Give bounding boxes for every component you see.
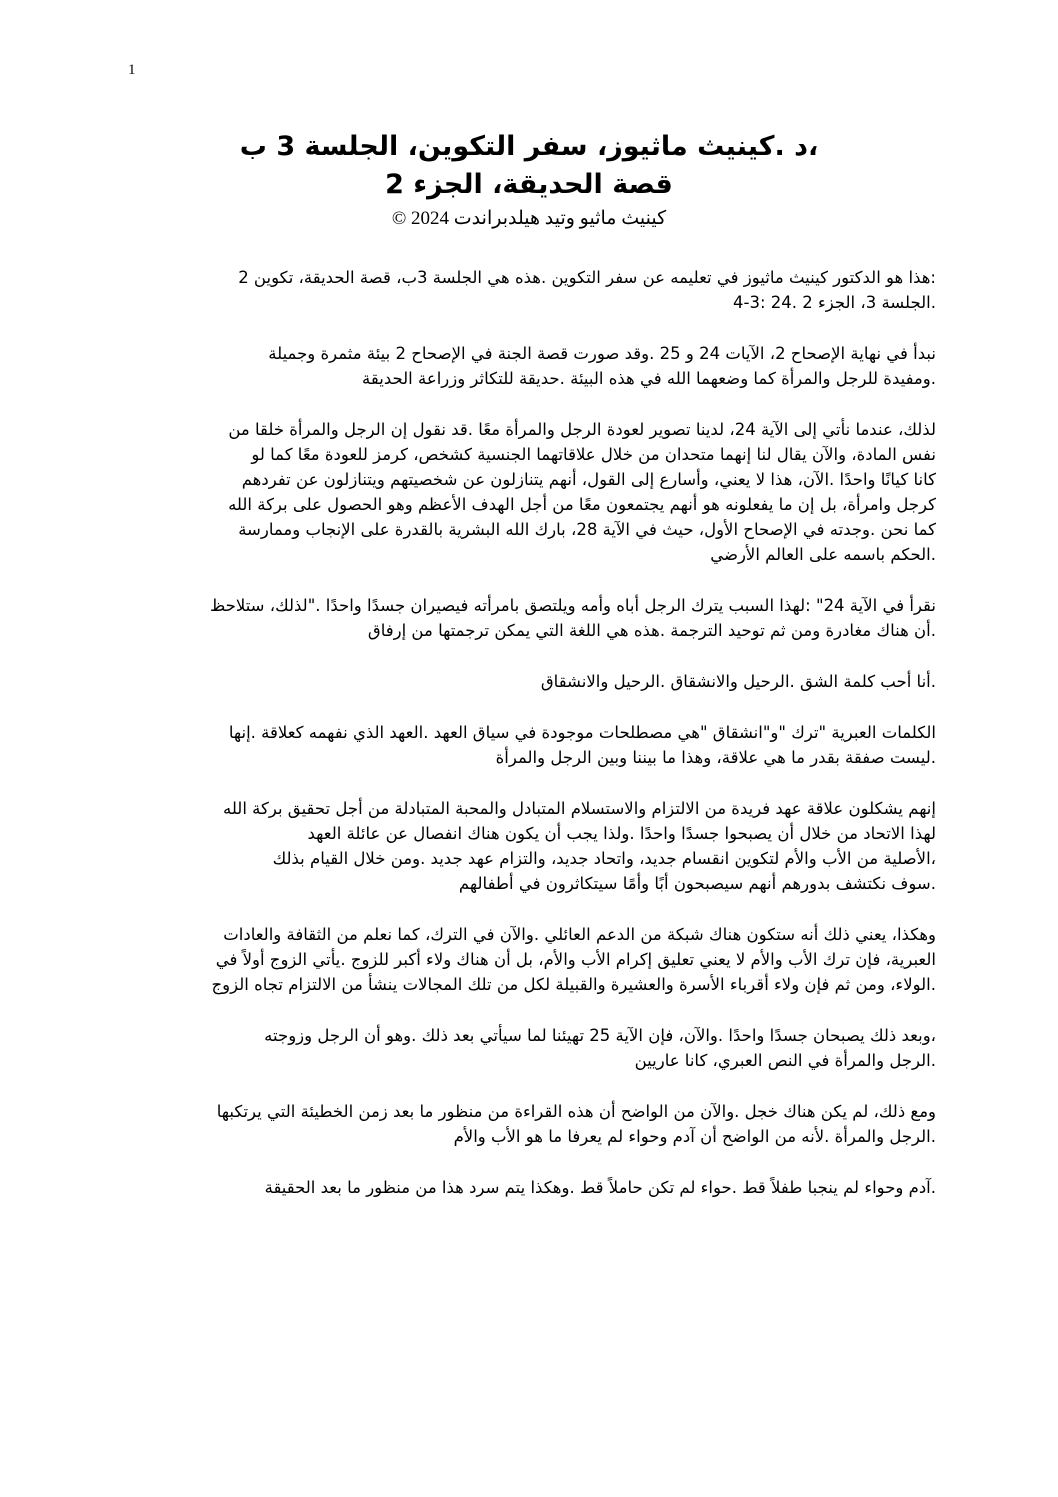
page-number: 1 bbox=[128, 62, 136, 78]
paragraph bbox=[128, 1099, 936, 1149]
text-line: .الرجل والمرأة في النص العبري، كانا عاريين bbox=[634, 1051, 936, 1070]
text-line: :هذا هو الدكتور كينيث ماثيوز في تعليمه عن سفر التكوين .هذه هي الجلسة 3ب، قصة الحديقة، تكوين 2 bbox=[238, 268, 936, 287]
text-line: .آدم وحواء لم ينجبا طفلاً قط .حواء لم تكن حاملاً قط .وهكذا يتم سرد هذا من منظور ما بعد الحقيقة bbox=[264, 1178, 936, 1197]
paragraph bbox=[128, 1175, 936, 1200]
text-line: نبدأ في نهاية الإصحاح 2، الآيات 24 و 25 .وقد صورت قصة الجنة في الإصحاح 2 بيئة مثمرة وجميلة bbox=[268, 344, 936, 363]
text-line: لهذا الاتحاد من خلال أن يصبحوا جسدًا واحدًا .ولذا يجب أن يكون هناك انفصال عن عائلة العهد bbox=[307, 824, 936, 843]
text-line: نقرأ في الآية 24" :لهذا السبب يترك الرجل أباه وأمه ويلتصق بامرأته فيصيران جسدًا واحدًا ."لذلك، ستلاحظ bbox=[210, 596, 936, 615]
text-line: .أنا أحب كلمة الشق .الرحيل والانشقاق .الرحيل والانشقاق bbox=[540, 672, 936, 691]
paragraph bbox=[128, 417, 936, 567]
document-title-line-2: قصة الحديقة، الجزء 2 bbox=[385, 169, 673, 200]
text-line: .ومفيدة للرجل والمرأة كما وضعهما الله في هذه البيئة .حديقة للتكاثر وزراعة الحديقة bbox=[362, 369, 936, 388]
text-line: ،وبعد ذلك يصبحان جسدًا واحدًا .والآن، فإن الآية 25 تهيئنا لما سيأتي بعد ذلك .وهو أن الرجل وزوجته bbox=[264, 1026, 936, 1045]
text-line: .سوف نكتشف بدورهم أنهم سيصبحون أبًا وأمًا سيتكاثرون في أطفالهم bbox=[458, 874, 936, 893]
text-line: كما نحن .وجدته في الإصحاح الأول، حيث في الآية 28، بارك الله البشرية بالقدرة على الإنجاب وممارسة bbox=[238, 520, 936, 539]
text-line: إنهم يشكلون علاقة عهد فريدة من الالتزام والاستسلام المتبادل والمحبة المتبادلة من أجل تحقيق بركة الله bbox=[223, 799, 936, 818]
paragraph bbox=[128, 669, 936, 694]
document-body bbox=[128, 265, 936, 1200]
paragraph bbox=[128, 265, 936, 315]
text-line: .الجلسة 3، الجزء 2 .24 :3-4 bbox=[732, 293, 936, 312]
text-line: كانا كيانًا واحدًا .الآن، هذا لا يعني، وأسارع إلى القول، أنهم يتنازلون عن شخصيتهم ويتنازلون عن تفردهم bbox=[241, 470, 936, 489]
text-line: .الرجل والمرأة .لأنه من الواضح أن آدم وحواء لم يعرفا ما هو الأب والأم bbox=[453, 1127, 936, 1146]
paragraph bbox=[128, 341, 936, 391]
text-line: الكلمات العبرية "ترك "و"انشقاق "هي مصطلحات موجودة في سياق العهد .العهد الذي نفهمه كعلاقة .إنها bbox=[228, 723, 936, 742]
paragraph bbox=[128, 720, 936, 770]
copyright-notice: كينيث ماثيو وتيد هيلدبراندت 2024 © bbox=[391, 208, 667, 229]
text-line: .أن هناك مغادرة ومن ثم توحيد الترجمة .هذه هي اللغة التي يمكن ترجمتها من إرفاق bbox=[367, 621, 936, 640]
text-line: نفس المادة، والآن يقال لنا إنهما متحدان من خلال علاقاتهما الجنسية كشخص، كرمز للعودة معًا كما لو bbox=[251, 445, 936, 464]
text-line: .الولاء، ومن ثم فإن ولاء أقرباء الأسرة والعشيرة والقبيلة لكل من تلك المجالات ينشأ من الالتزام تجاه الزوج bbox=[211, 975, 936, 994]
text-line: .ليست صفقة بقدر ما هي علاقة، وهذا ما بيننا وبين الرجل والمرأة bbox=[495, 748, 936, 767]
document-title-line-1: ،د .كينيث ماثيوز، سفر التكوين، الجلسة 3 ب bbox=[239, 131, 819, 162]
document-header bbox=[120, 128, 938, 232]
text-line: وهكذا، يعني ذلك أنه ستكون هناك شبكة من الدعم العائلي .والآن في الترك، كما نعلم من الثقافة والعادات bbox=[223, 925, 936, 944]
paragraph bbox=[128, 796, 936, 896]
paragraph bbox=[128, 593, 936, 643]
paragraph bbox=[128, 1023, 936, 1073]
text-line: ومع ذلك، لم يكن هناك خجل .والآن من الواضح أن هذه القراءة من منظور ما بعد زمن الخطيئة التي يرتكبها bbox=[216, 1102, 936, 1121]
text-line: .الحكم باسمه على العالم الأرضي bbox=[710, 545, 936, 564]
text-line: لذلك، عندما نأتي إلى الآية 24، لدينا تصوير لعودة الرجل والمرأة معًا .قد نقول إن الرجل والمرأة خلقا من bbox=[228, 420, 936, 439]
text-line: ،الأصلية من الأب والأم لتكوين انقسام جديد، واتحاد جديد، والتزام عهد جديد .ومن خلال القيام بذلك bbox=[272, 849, 936, 868]
paragraph bbox=[128, 922, 936, 997]
text-line: كرجل وامرأة، بل إن ما يفعلونه هو أنهم يجتمعون معًا من أجل الهدف الأعظم وهو الحصول على بركة الله bbox=[228, 495, 936, 514]
text-line: العبرية، فإن ترك الأب والأم لا يعني تعليق إكرام الأب والأم، بل أن هناك ولاء أكبر للزوج .يأتي الزوج أولاً في bbox=[215, 950, 936, 969]
